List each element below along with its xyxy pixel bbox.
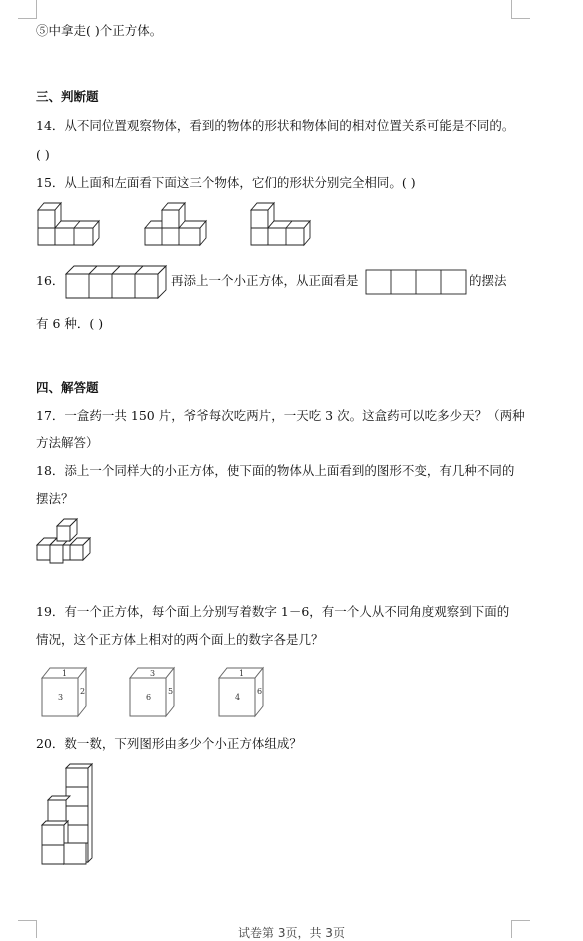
page-footer: 试卷第 3页，共 3页 xyxy=(238,926,345,940)
die-1-top: 1 xyxy=(62,669,68,678)
q20-figure xyxy=(42,764,92,864)
question-16-middle: 再添上一个小正方体，从正面看是 xyxy=(171,273,359,288)
question-17-line-1: 17．一盒药一共 150 片，爷爷每次吃两片，一天吃 3 次。这盒药可以吃多少天？（两种 xyxy=(36,408,525,423)
die-3-top: 1 xyxy=(239,669,245,678)
question-15: 15．从上面和左面看下面这三个物体，它们的形状分别完全相同。( ) xyxy=(36,175,416,190)
question-13-item-5: ⑤中拿走( )个正方体。 xyxy=(36,23,163,38)
die-1-front: 3 xyxy=(58,693,64,702)
question-18-line-1: 18．添上一个同样大的小正方体，使下面的物体从上面看到的图形不变，有几种不同的 xyxy=(36,463,515,478)
section-heading-judgment: 三、判断题 xyxy=(36,89,99,104)
question-16-line-2: 有 6 种．( ) xyxy=(36,316,104,331)
question-14-answer-blank[interactable]: ( ) xyxy=(36,147,50,162)
q18-figure xyxy=(37,519,90,563)
question-19-line-1: 19．有一个正方体，每个面上分别写着数字 1－6，有一个人从不同角度观察到下面的 xyxy=(36,604,510,619)
die-2-top: 3 xyxy=(150,669,156,678)
die-3-right: 6 xyxy=(257,687,263,696)
question-16-end: 的摆法 xyxy=(469,273,507,288)
question-16-number: 16． xyxy=(36,273,65,288)
die-2-front: 6 xyxy=(146,693,152,702)
question-14: 14．从不同位置观察物体，看到的物体的形状和物体间的相对位置关系可能是不同的。 xyxy=(36,118,515,133)
question-18-line-2: 摆法？ xyxy=(36,491,74,506)
question-19-line-2: 情况，这个正方体上相对的两个面上的数字各是几？ xyxy=(36,632,324,647)
question-17-line-2: 方法解答） xyxy=(36,435,99,450)
die-2-right: 5 xyxy=(168,687,174,696)
question-20: 20．数一数，下列图形由多少个小正方体组成？ xyxy=(36,736,302,751)
die-1-right: 2 xyxy=(80,687,86,696)
die-3-front: 4 xyxy=(235,693,241,702)
section-heading-solutions: 四、解答题 xyxy=(36,380,99,395)
